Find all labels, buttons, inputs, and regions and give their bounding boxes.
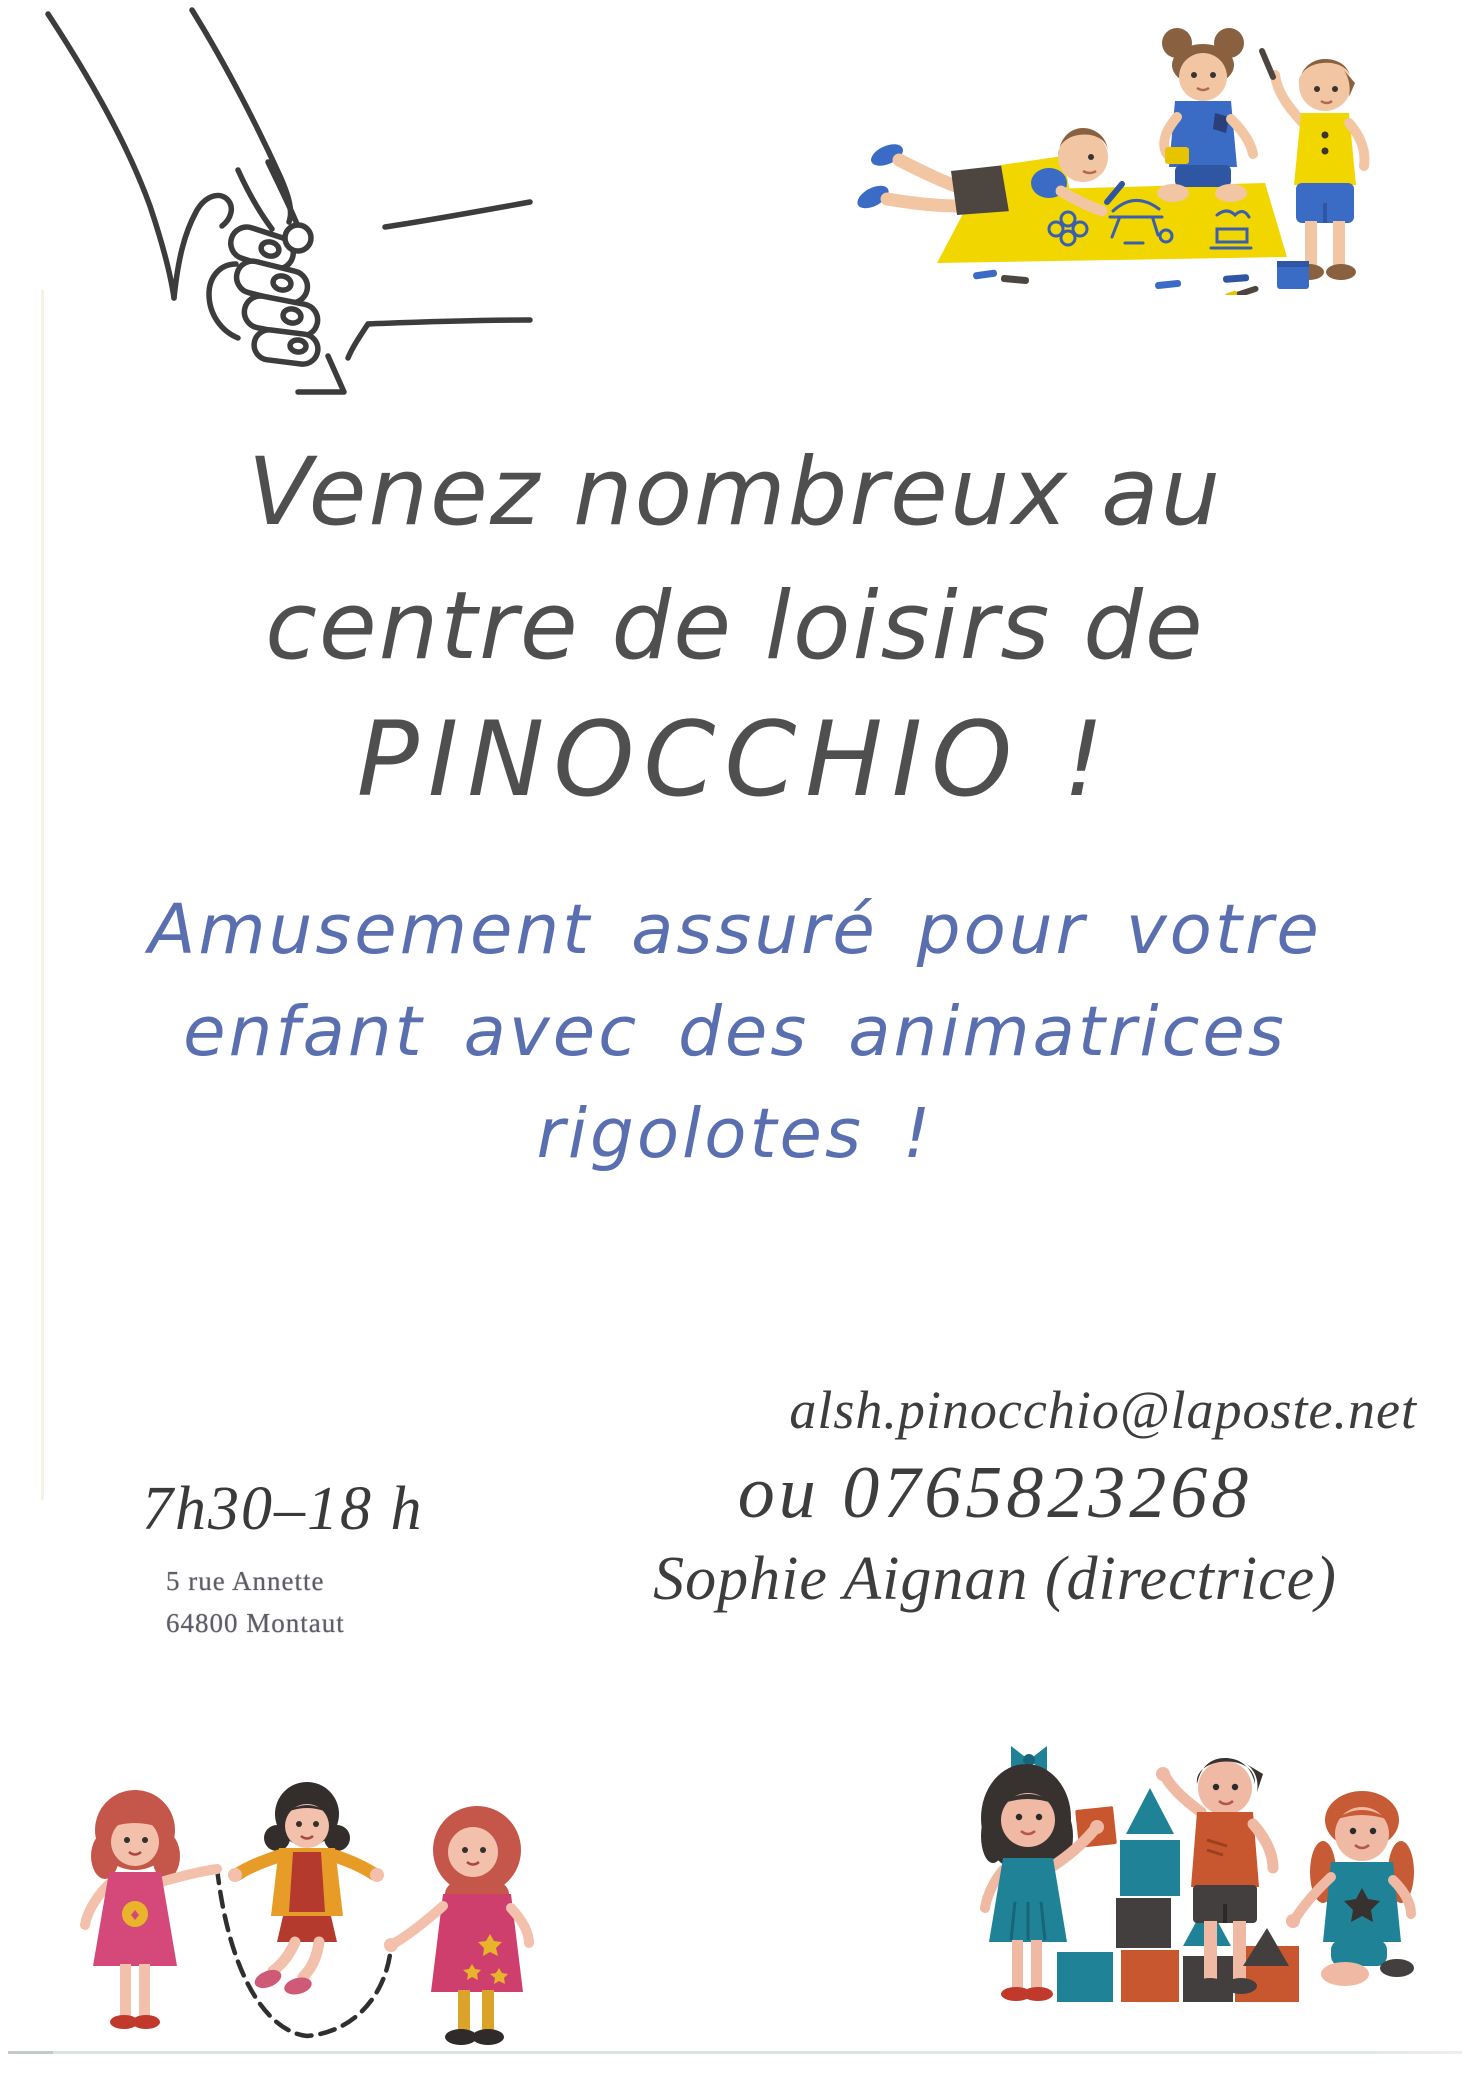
building-blocks-illustration	[925, 1700, 1460, 2050]
jump-rope-illustration	[35, 1752, 585, 2067]
headline-line1: Venez nombreux au	[247, 438, 1223, 547]
rope-girl-jumping	[228, 1782, 384, 1997]
contact-block	[555, 1378, 1435, 1616]
address-line1: 5 rue Annette	[166, 1566, 325, 1596]
children-drawing-svg	[825, 5, 1390, 295]
children-drawing-illustration	[825, 5, 1390, 295]
hand-in-hand-sketch-illustration	[30, 0, 535, 400]
jump-rope-svg	[35, 1752, 585, 2067]
hand-in-hand-sketch-svg	[30, 0, 535, 400]
tagline-line1: Amusement assuré pour votre	[148, 890, 1322, 970]
tagline-line3: rigolotes !	[536, 1094, 934, 1174]
tagline-line2: enfant avec des animatrices	[183, 992, 1287, 1072]
crayons	[973, 261, 1309, 295]
headline-line2: centre de loisirs de	[265, 572, 1205, 681]
contact-director: Sophie Aignan (directrice)	[653, 1545, 1337, 1613]
rope-girl-right	[384, 1806, 529, 2045]
contact-phone: ou 0765823268	[737, 1452, 1253, 1534]
opening-hours: 7h30–18 h	[142, 1475, 424, 1543]
lying-boy	[854, 128, 1122, 215]
rope-girl-left	[85, 1790, 217, 2029]
building-blocks-svg	[925, 1700, 1460, 2050]
block-stack	[1057, 1788, 1299, 2002]
scan-artifact-bottom-line	[8, 2051, 1462, 2054]
contact-email: alsh.pinocchio@laposte.net	[789, 1380, 1417, 1440]
blocks-girl-right	[1243, 1791, 1414, 1986]
kneeling-girl	[1157, 28, 1253, 202]
address-block	[166, 1560, 345, 1644]
headline-line3: PINOCCHIO !	[356, 700, 1114, 820]
address-line2: 64800 Montaut	[166, 1608, 345, 1638]
